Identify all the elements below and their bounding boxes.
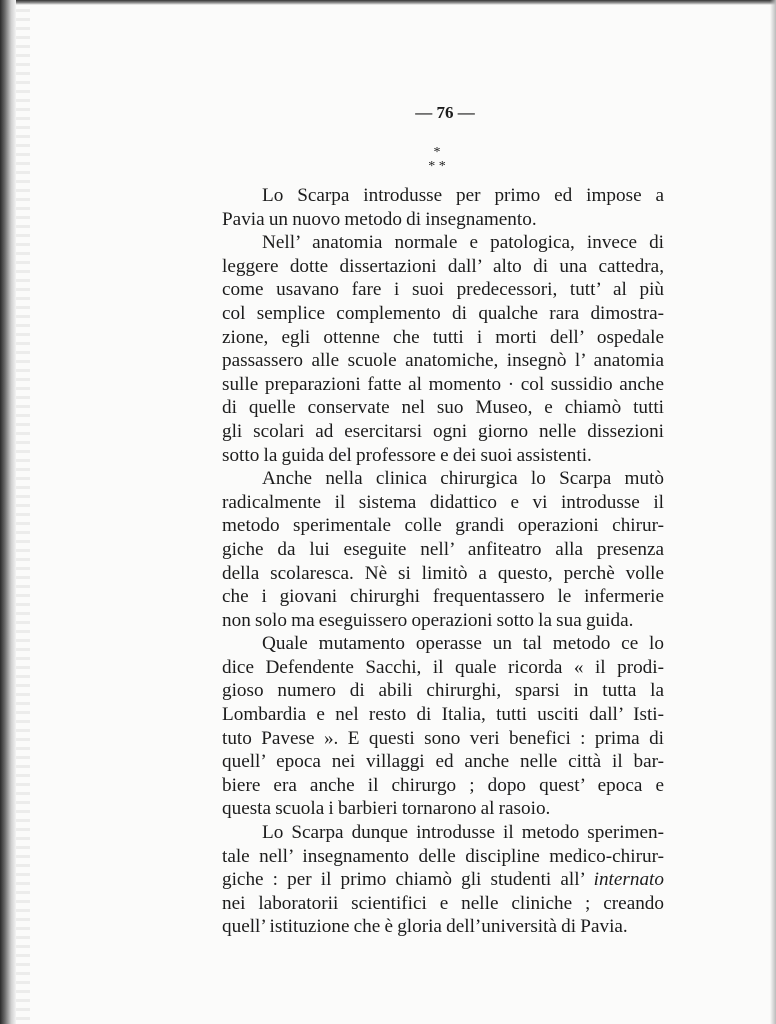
paragraph [222, 231, 664, 467]
text-line [222, 774, 664, 798]
line-text: metodo sperimentale colle grandi operazioni chirur- [222, 515, 664, 537]
text-line [222, 467, 664, 491]
line-text: dice Defendente Sacchi, il quale ricorda « il prodi- [222, 656, 664, 678]
line-text: passassero alle scuole anatomiche, insegnò l’ anatomia [222, 350, 664, 372]
line-text: tale nell’ insegnamento delle discipline medico-chirur- [222, 845, 664, 867]
line-text: Pavia un nuovo metodo di insegnamento. [222, 208, 537, 230]
text-line [222, 821, 664, 845]
line-text: gioso numero di abili chirurghi, sparsi in tutta la [222, 680, 664, 702]
text-line [222, 255, 664, 279]
text-line [222, 609, 664, 633]
line-text: nei laboratorii scientifici e nelle cliniche ; creando [222, 892, 664, 914]
text-line [222, 562, 664, 586]
text-line [222, 538, 664, 562]
scan-top-edge [0, 0, 776, 5]
line-text: Lo Scarpa introdusse per primo ed impose a [262, 185, 664, 206]
book-binding-edge [0, 0, 16, 1024]
text-line [222, 797, 664, 821]
text-line [222, 679, 664, 703]
line-text: questa scuola i barbieri tornarono al rasoio. [222, 798, 551, 820]
line-text: non solo ma eseguissero operazioni sotto la sua guida. [222, 609, 634, 631]
text-line [222, 915, 664, 939]
text-line [222, 585, 664, 609]
paragraph [222, 821, 664, 939]
text-line [222, 396, 664, 420]
line-text: come usavano fare i suoi predecessori, tutt’ al più [222, 279, 664, 301]
line-text: leggere dotte dissertazioni dall’ alto di una cattedra, [222, 255, 664, 277]
line-text: tuto Pavese ». E questi sono veri benefici : prima di [222, 727, 664, 749]
text-line [222, 845, 664, 869]
line-text: sulle preparazioni fatte al momento · col sussidio anche [222, 373, 664, 395]
text-line [222, 632, 664, 656]
asterism-bottom: * * [428, 159, 446, 174]
text-line [222, 868, 664, 892]
text-line [222, 373, 664, 397]
line-text: biere era anche il chirurgo ; dopo quest’ epoca e [222, 774, 664, 796]
text-line [222, 349, 664, 373]
line-text: quell’ epoca nei villaggi ed anche nelle città il bar- [222, 751, 664, 773]
page-number: — 76 — [415, 103, 475, 122]
document-body [222, 184, 664, 939]
line-text: Lombardia e nel resto di Italia, tutti usciti dall’ Isti- [222, 704, 664, 726]
line-text: giche da lui eseguite nell’ anfiteatro alla presenza [222, 538, 664, 560]
line-text: zione, egli ottenne che tutti i morti dell’ ospedale [222, 326, 664, 348]
line-text: radicalmente il sistema didattico e vi introdusse il [222, 491, 664, 513]
paragraph [222, 184, 664, 231]
paragraph [222, 632, 664, 821]
text-line [222, 278, 664, 302]
text-line [222, 656, 664, 680]
line-text: sotto la guida del professore e dei suoi assistenti. [222, 444, 592, 466]
text-line [222, 703, 664, 727]
line-text: della scolaresca. Nè si limitò a questo, perchè volle [222, 562, 664, 584]
text-line [222, 491, 664, 515]
line-text: col semplice complemento di qualche rara dimostra- [222, 302, 664, 324]
line-text: Anche nella clinica chirurgica lo Scarpa mutò [262, 468, 664, 490]
text-line [222, 208, 664, 232]
text-line [222, 420, 664, 444]
text-line [222, 514, 664, 538]
page-right-edge [770, 0, 776, 1024]
text-line [222, 892, 664, 916]
line-text: Quale mutamento operasse un tal metodo ce lo [262, 633, 664, 655]
italic-term: internato [593, 869, 664, 891]
text-line [222, 326, 664, 350]
asterism-top: * [433, 145, 441, 160]
binding-shadow [16, 0, 30, 1024]
line-text: giche : per il primo chiamò gli studenti all’ [222, 869, 585, 891]
line-text: che i giovani chirurghi frequentassero le infermerie [222, 586, 664, 608]
text-line [222, 231, 664, 255]
line-text: Nell’ anatomia normale e patologica, invece di [262, 232, 664, 254]
text-line [222, 444, 664, 468]
text-line [222, 727, 664, 751]
text-line [222, 750, 664, 774]
section-asterism [420, 146, 454, 174]
text-line [222, 302, 664, 326]
text-line [222, 184, 664, 208]
line-text: di quelle conservate nel suo Museo, e chiamò tutti [222, 397, 664, 419]
line-text: Lo Scarpa dunque introdusse il metodo sperimen- [262, 822, 664, 844]
paragraph [222, 467, 664, 632]
line-text: gli scolari ad esercitarsi ogni giorno nelle dissezioni [222, 420, 664, 442]
line-text: quell’ istituzione che è gloria dell’università di Pavia. [222, 916, 628, 938]
